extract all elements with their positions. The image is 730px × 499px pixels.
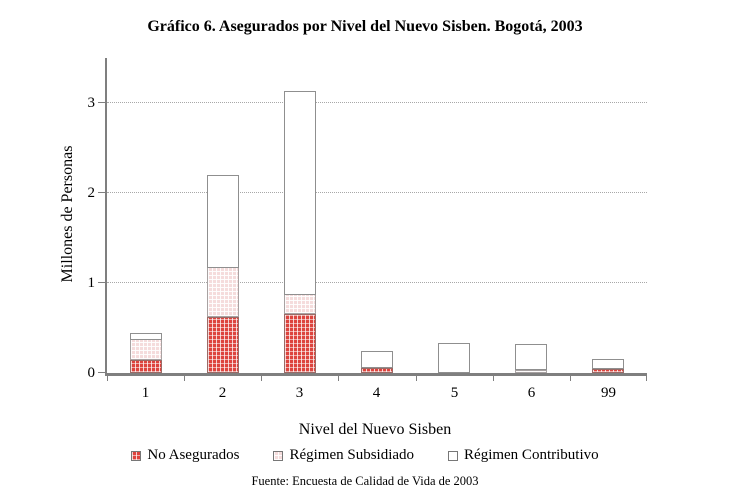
bar-segment-white	[361, 351, 393, 368]
legend	[0, 447, 730, 464]
y-tick-label: 2	[87, 185, 95, 201]
x-category-label: 5	[450, 385, 459, 401]
gridline	[107, 102, 647, 103]
x-category-label: 2	[218, 385, 227, 401]
legend-swatch-regimen-subsidiado	[273, 451, 283, 461]
legend-label-regimen-contributivo: Régimen Contributivo	[464, 447, 599, 463]
bar-segment-white	[207, 175, 239, 268]
legend-swatch-regimen-contributivo	[448, 451, 458, 461]
x-tick-mark	[416, 373, 417, 381]
legend-item-regimen-contributivo	[448, 447, 599, 464]
bar-segment-white	[130, 333, 162, 340]
y-tick-label: 3	[87, 95, 95, 111]
legend-label-no-asegurados: No Asegurados	[147, 447, 240, 463]
bar-segment-red-check	[592, 369, 624, 373]
chart-title: Gráfico 6. Asegurados por Nivel del Nuevo Sisben. Bogotá, 2003	[147, 18, 583, 35]
x-category-label: 4	[372, 385, 381, 401]
bar-segment-red-check	[207, 317, 239, 373]
x-tick-mark	[184, 373, 185, 381]
legend-item-no-asegurados	[131, 447, 239, 464]
y-tick-label: 0	[87, 365, 95, 381]
bar-segment-pink-grid	[284, 294, 316, 314]
gridline	[107, 192, 647, 193]
y-tick-mark	[98, 192, 106, 193]
x-category-label: 1	[141, 385, 150, 401]
source-note: Fuente: Encuesta de Calidad de Vida de 2003	[251, 474, 479, 488]
legend-label-regimen-subsidiado: Régimen Subsidiado	[289, 447, 415, 463]
bar-segment-white	[592, 359, 624, 369]
y-tick-mark	[98, 282, 106, 283]
plot-area	[87, 58, 647, 401]
bar-segment-white	[284, 91, 316, 295]
x-tick-mark	[261, 373, 262, 381]
y-axis-label: Millones de Personas	[59, 145, 76, 283]
bar-segment-pink-grid	[515, 370, 547, 373]
x-tick-mark	[570, 373, 571, 381]
x-category-label: 99	[601, 385, 616, 401]
x-category-label: 6	[527, 385, 536, 401]
bar-segment-white	[515, 344, 547, 370]
x-tick-mark	[646, 373, 647, 381]
x-axis-label: Nivel del Nuevo Sisben	[298, 421, 452, 438]
bar-segment-red-check	[284, 314, 316, 373]
legend-swatch-no-asegurados	[131, 451, 141, 461]
legend-item-regimen-subsidiado	[273, 447, 414, 464]
bar-segment-red-check	[130, 360, 162, 373]
bar-segment-pink-grid	[207, 267, 239, 317]
y-tick-mark	[98, 102, 106, 103]
x-tick-mark	[338, 373, 339, 381]
y-tick-label: 1	[87, 275, 95, 291]
gridline	[107, 282, 647, 283]
bar-segment-white	[438, 343, 470, 373]
bar-segment-pink-grid	[130, 339, 162, 360]
x-tick-mark	[107, 373, 108, 381]
x-category-label: 3	[295, 385, 304, 401]
x-tick-mark	[493, 373, 494, 381]
y-tick-mark	[98, 372, 106, 373]
bar-segment-red-check	[361, 368, 393, 373]
